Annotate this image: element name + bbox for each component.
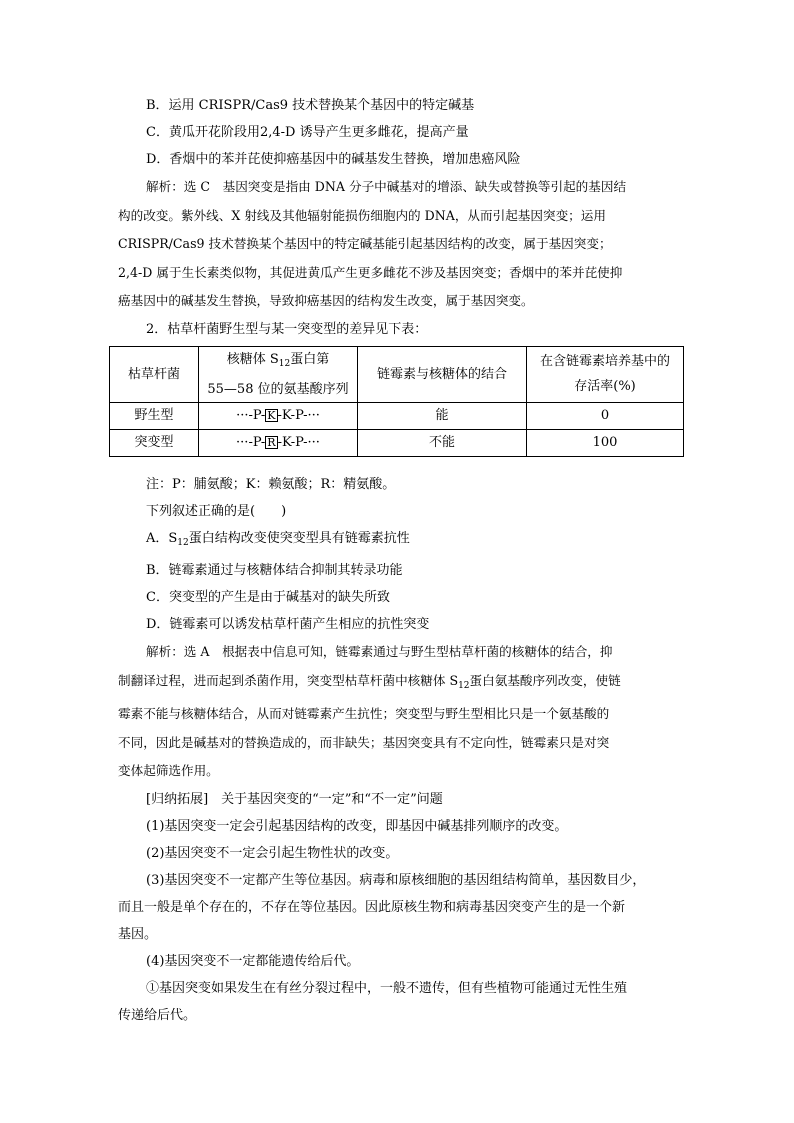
summary-point-5-cont: 传递给后代。 bbox=[118, 1007, 197, 1023]
header-survival bbox=[527, 346, 684, 402]
cell-survival: 0 bbox=[527, 402, 684, 429]
q2-option-b: B．链霉素通过与核糖体结合抑制其转录功能 bbox=[146, 562, 403, 578]
summary-heading: [归纳拓展] 关于基因突变的“一定”和“不一定”问题 bbox=[146, 791, 443, 807]
q1-explain-line: 癌基因中的碱基发生替换，导致抑癌基因的结构发生改变，属于基因突变。 bbox=[118, 293, 534, 309]
header-sequence bbox=[199, 346, 358, 402]
summary-point-5: ①基因突变如果发生在有丝分裂过程中，一般不遗传，但有些植物可能通过无性生殖 bbox=[146, 980, 628, 996]
q2-explain-l2-post: 蛋白氨基酸序列改变，使链 bbox=[469, 672, 621, 688]
header-sequence-a: 核糖体 S bbox=[226, 351, 279, 367]
cell-sequence bbox=[199, 402, 358, 429]
seq-boxed-residue: K bbox=[267, 409, 276, 423]
cell-survival: 100 bbox=[527, 429, 684, 456]
q1-option-c: C．黄瓜开花阶段用2,4-D 诱导产生更多雌花，提高产量 bbox=[146, 125, 469, 140]
cell-strain: 突变型 bbox=[110, 429, 199, 456]
document-content bbox=[118, 92, 680, 1029]
q2-explain-l2-sub: 12 bbox=[458, 680, 470, 691]
q1-explain-line: 构的改变。紫外线、X 射线及其他辐射能损伤细胞内的 DNA，从而引起基因突变；运用 bbox=[118, 207, 606, 223]
summary-point-2: (2)基因突变不一定会引起生物性状的改变。 bbox=[146, 845, 399, 861]
header-sequence-sub: 12 bbox=[278, 358, 291, 369]
q2-explain-line: 解析：选 A 根据表中信息可知，链霉素通过与野生型枯草杆菌的核糖体的结合，抑 bbox=[146, 643, 613, 659]
q2-explain-line: 不同，因此是碱基对的替换造成的，而非缺失；基因突变具有不定向性，链霉素只是对突 bbox=[118, 734, 610, 750]
table-note: 注：P：脯氨酸；K：赖氨酸；R：精氨酸。 bbox=[146, 476, 396, 492]
cell-strain: 野生型 bbox=[110, 402, 199, 429]
q2-option-c: C．突变型的产生是由于碱基对的缺失所致 bbox=[146, 589, 390, 605]
cell-sequence bbox=[199, 429, 358, 456]
q2-option-a-pre: A．S bbox=[146, 530, 178, 546]
q1-option-d: D．香烟中的苯并芘使抑癌基因中的碱基发生替换，增加患癌风险 bbox=[146, 152, 521, 167]
q1-option-b: B．运用 CRISPR/Cas9 技术替换某个基因中的特定碱基 bbox=[146, 98, 475, 113]
q2-explanation bbox=[118, 638, 680, 786]
header-binding: 链霉素与核糖体的结合 bbox=[358, 346, 527, 402]
summary-point-3-cont: 基因。 bbox=[118, 926, 158, 942]
seq-boxed-residue: R bbox=[267, 436, 276, 450]
seq-post: -K-P-··· bbox=[277, 435, 320, 451]
header-sequence-b: 蛋白第 bbox=[290, 351, 330, 367]
q1-explain-line: CRISPR/Cas9 技术替换某个基因中的特定碱基能引起基因结构的改变，属于基因突变； bbox=[118, 236, 612, 252]
q2-explain-line bbox=[118, 667, 680, 701]
header-survival-line1: 在含链霉素培养基中的 bbox=[539, 354, 670, 370]
summary-point-4: (4)基因突变不一定都能遗传给后代。 bbox=[146, 953, 360, 969]
seq-pre: ···-P- bbox=[236, 435, 266, 451]
summary-point-1: (1)基因突变一定会引起基因结构的改变，即基因中碱基排列顺序的改变。 bbox=[146, 818, 568, 834]
summary-point-3-cont: 而且一般是单个存在的，不存在等位基因。因此原核生物和病毒基因突变产生的是一个新 bbox=[118, 899, 626, 915]
q2-stem: 2．枯草杆菌野生型与某一突变型的差异见下表： bbox=[146, 321, 428, 337]
q2-option-a bbox=[118, 525, 680, 557]
header-sequence-line2: 55—58 位的氨基酸序列 bbox=[207, 381, 349, 397]
table-row bbox=[110, 402, 684, 429]
q1-explanation bbox=[118, 173, 680, 316]
table-header-row bbox=[110, 346, 684, 402]
q1-explain-line: 解析：选 C 基因突变是指由 DNA 分子中碱基对的增添、缺失或替换等引起的基因结 bbox=[146, 179, 627, 194]
q1-explain-line: 2,4-D 属于生长素类似物，其促进黄瓜产生更多雌花不涉及基因突变；香烟中的苯并芘使抑 bbox=[118, 264, 623, 280]
table-row bbox=[110, 429, 684, 456]
q2-option-a-sub: 12 bbox=[177, 537, 189, 548]
q2-option-d: D．链霉素可以诱发枯草杆菌产生相应的抗性突变 bbox=[146, 616, 430, 632]
cell-binding: 不能 bbox=[358, 429, 527, 456]
q2-option-a-post: 蛋白结构改变使突变型具有链霉素抗性 bbox=[188, 530, 410, 546]
seq-pre: ···-P- bbox=[236, 408, 266, 424]
seq-post: -K-P-··· bbox=[277, 408, 320, 424]
mutation-table bbox=[109, 346, 684, 457]
q2-question: 下列叙述正确的是( ) bbox=[146, 503, 287, 519]
header-survival-line2: 存活率(%) bbox=[574, 379, 636, 395]
cell-binding: 能 bbox=[358, 402, 527, 429]
q2-explain-line: 变体起筛选作用。 bbox=[118, 763, 219, 779]
summary-point-3: (3)基因突变不一定都产生等位基因。病毒和原核细胞的基因组结构简单，基因数目少， bbox=[146, 872, 646, 888]
q2-explain-line: 霉素不能与核糖体结合，从而对链霉素产生抗性；突变型与野生型相比只是一个氨基酸的 bbox=[118, 706, 610, 722]
header-strain: 枯草杆菌 bbox=[110, 346, 199, 402]
q2-explain-l2-pre: 制翻译过程，进而起到杀菌作用，突变型枯草杆菌中核糖体 S bbox=[118, 672, 459, 688]
